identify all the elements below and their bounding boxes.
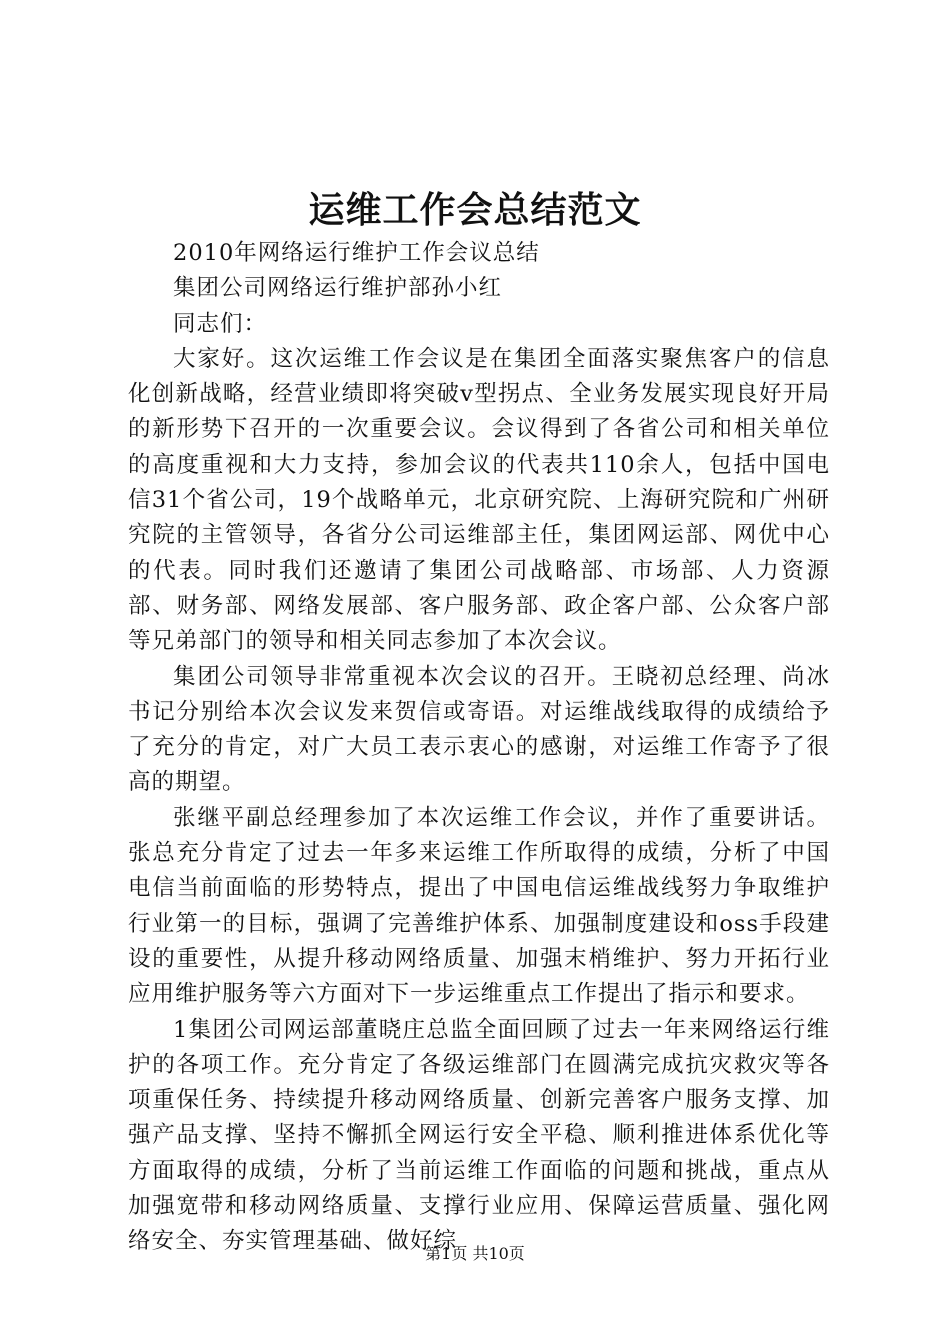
document-title: 运维工作会总结范文 (308, 189, 642, 231)
paragraph-author: 集团公司网络运行维护部孙小红 (173, 275, 503, 302)
page-number-footer: 第1页 共10页 (425, 1244, 525, 1263)
document-body (128, 236, 830, 1260)
paragraph-subtitle: 2010年网络运行维护工作会议总结 (173, 240, 540, 266)
paragraph-salutation: 同志们： (173, 310, 268, 337)
paragraph-body: 1集团公司网运部董晓庄总监全面回顾了过去一年来网络运行维护的各项工作。充分肯定了各级运维部门在圆满完成抗灾救灾等各项重保任务、持续提升移动网络质量、创新完善客户服务支撑、加强产品支撑、坚持不懈抓全网运行安全平稳、顺利推进体系优化等方面取得的成绩，分析了当前运维工作面临的问题和挑战，重点从加强宽带和移动网络质量、支撑行业应用、保障运营质量、强化网络安全、夯实管理基础、做好综 (128, 1016, 830, 1255)
paragraph-body: 集团公司领导非常重视本次会议的召开。王晓初总经理、尚冰书记分别给本次会议发来贺信或寄语。对运维战线取得的成绩给予了充分的肯定，对广大员工表示衷心的感谢，对运维工作寄予了很高的期望。 (128, 663, 830, 796)
paragraph-body: 大家好。这次运维工作会议是在集团全面落实聚焦客户的信息化创新战略，经营业绩即将突破v型拐点、全业务发展实现良好开局的新形势下召开的一次重要会议。会议得到了各省公司和相关单位的高度重视和大力支持，参加会议的代表共110余人，包括中国电信31个省公司，19个战略单元，北京研究院、上海研究院和广州研究院的主管领导，各省分公司运维部主任，集团网运部、网优中心的代表。同时我们还邀请了集团公司战略部、市场部、人力资源部、财务部、网络发展部、客户服务部、政企客户部、公众客户部等兄弟部门的领导和相关同志参加了本次会议。 (128, 345, 830, 655)
paragraph-body: 张继平副总经理参加了本次运维工作会议，并作了重要讲话。张总充分肯定了过去一年多来运维工作所取得的成绩，分析了中国电信当前面临的形势特点，提出了中国电信运维战线努力争取维护行业第一的目标，强调了完善维护体系、加强制度建设和oss手段建设的重要性，从提升移动网络质量、加强末梢维护、努力开拓行业应用维护服务等六方面对下一步运维重点工作提出了指示和要求。 (128, 804, 830, 1008)
